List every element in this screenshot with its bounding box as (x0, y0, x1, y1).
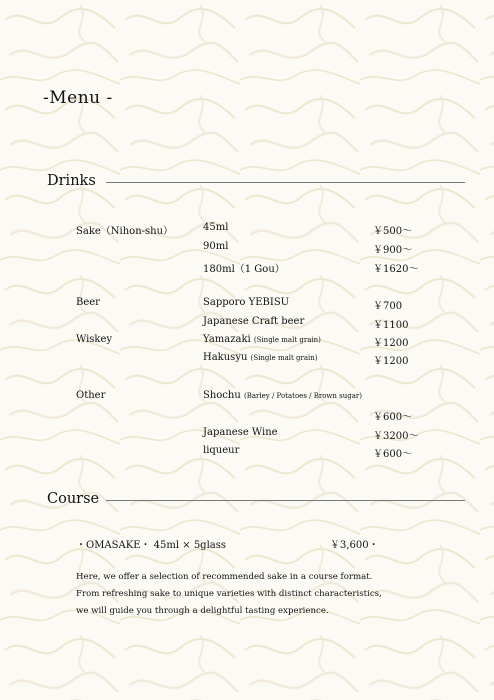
drink-item-price: ￥1200 (373, 356, 409, 367)
drink-item-name (203, 390, 362, 401)
drink-item-name (203, 352, 318, 363)
category-beer: Beer (76, 297, 100, 308)
drink-item-note: (Single malt grain) (250, 354, 318, 362)
drink-item-name: liqueur (203, 445, 240, 456)
category-wiskey: Wiskey (76, 334, 113, 345)
drink-item-price: ￥1620～ (373, 264, 419, 275)
page-title: -Menu - (43, 88, 113, 108)
drinks-divider (106, 182, 465, 183)
drinks-heading: Drinks (47, 173, 96, 189)
drink-item-note: (Single malt grain) (253, 336, 321, 344)
category-sake: Sake（Nihon-shu） (76, 226, 174, 237)
drink-item-price: ￥900～ (373, 245, 413, 256)
drink-item-label: Yamazaki (203, 334, 251, 345)
drink-item-label: Shochu (203, 390, 241, 401)
course-divider (106, 500, 465, 501)
drink-item-price: ￥600～ (373, 412, 413, 423)
drink-item-name: 90ml (203, 241, 229, 252)
course-description-line: Here, we offer a selection of recommended sake in a course format. (76, 572, 373, 582)
drink-item-name: Sapporo YEBISU (203, 297, 290, 308)
course-description-line: we will guide you through a delightful tasting experience. (76, 606, 329, 616)
course-heading: Course (47, 491, 100, 507)
drink-item-price: ￥3200～ (373, 431, 419, 442)
drink-item-name: 180ml（1 Gou） (203, 264, 285, 275)
drink-item-label: Hakusyu (203, 352, 248, 363)
drink-item-price: ￥1200 (373, 338, 409, 349)
drink-item-name (203, 334, 321, 345)
drink-item-price: ￥1100 (373, 320, 409, 331)
drink-item-name: Japanese Craft beer (203, 316, 305, 327)
course-item-price: ￥3,600・ (330, 540, 379, 551)
drink-item-price: ￥700 (373, 301, 403, 312)
drink-item-price: ￥500～ (373, 226, 413, 237)
course-item-name: ・OMASAKE・ 45ml × 5glass (76, 540, 227, 551)
drink-item-name: Japanese Wine (203, 427, 278, 438)
course-description-line: From refreshing sake to unique varieties with distinct characteristics, (76, 589, 382, 599)
drink-item-note: (Barley / Potatoes / Brown sugar) (243, 392, 362, 400)
drink-item-price: ￥600～ (373, 449, 413, 460)
category-other: Other (76, 390, 106, 401)
drink-item-name: 45ml (203, 222, 229, 233)
